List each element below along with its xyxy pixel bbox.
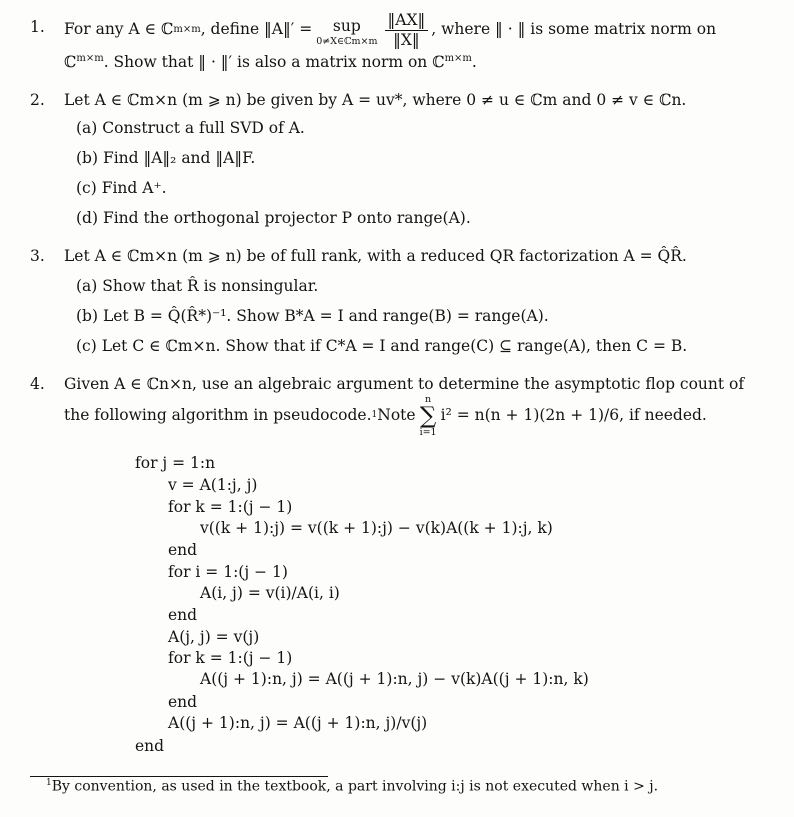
problem-number: 1. — [30, 18, 45, 36]
text-segment: For any A ∈ ℂ — [64, 20, 174, 39]
text-segment: . Show that ‖ · ‖′ is also a matrix norm on ℂ — [103, 53, 445, 72]
code-line: end — [135, 737, 165, 755]
footnote-rule — [30, 776, 328, 777]
code-line: for k = 1:(j − 1) — [168, 649, 293, 667]
sub-question: (d) Find the orthogonal projector P onto range(A). — [76, 209, 471, 227]
problem-number: 4. — [30, 375, 45, 393]
code-line: A(j, j) = v(j) — [168, 628, 260, 646]
code-line: for k = 1:(j − 1) — [168, 498, 293, 516]
sup-operator — [316, 13, 377, 47]
superscript: m×m — [444, 53, 472, 64]
sup-subscript: 0≠X∈ℂm×m — [316, 35, 378, 47]
problem-number: 3. — [30, 247, 45, 265]
sup-label: sup — [332, 17, 361, 36]
code-line: end — [168, 541, 198, 559]
problem-statement: Given A ∈ ℂn×n, use an algebraic argument to determine the asymptotic flop count of — [64, 375, 745, 393]
footnote — [46, 778, 658, 796]
sub-question: (c) Find A⁺. — [76, 179, 167, 197]
text-segment: Note — [377, 406, 416, 425]
code-line: v((k + 1):j) = v((k + 1):j) − v(k)A((k + 1):j, k) — [200, 519, 553, 537]
fraction-numerator: ‖AX‖ — [385, 12, 429, 30]
superscript: m×m — [76, 53, 104, 64]
code-line: A(i, j) = v(i)/A(i, i) — [200, 584, 340, 602]
text-segment: , where ‖ · ‖ is some matrix norm on — [431, 20, 717, 39]
problem-statement: Let A ∈ ℂm×n (m ⩾ n) be given by A = uv*, where 0 ≠ u ∈ ℂm and 0 ≠ v ∈ ℂn. — [64, 91, 687, 109]
text-segment: i² = n(n + 1)(2n + 1)/6, if needed. — [440, 406, 707, 425]
superscript: m×m — [173, 23, 201, 35]
sum-upper-limit: n — [425, 394, 432, 405]
problem-4-line-2 — [64, 394, 707, 438]
text-segment: the following algorithm in pseudocode. — [64, 406, 372, 425]
summation — [420, 395, 437, 437]
problem-1-line-1 — [64, 4, 716, 56]
code-line: v = A(1:j, j) — [168, 476, 258, 494]
footnote-text: By convention, as used in the textbook, a part involving i:j is not executed when i > j. — [51, 778, 659, 795]
code-line: end — [168, 693, 198, 711]
fraction-denominator: ‖X‖ — [393, 30, 420, 49]
problem-number: 2. — [30, 91, 45, 109]
sub-question: (b) Find ‖A‖₂ and ‖A‖F. — [76, 149, 256, 167]
sum-lower-limit: i=1 — [419, 426, 437, 438]
code-line: for i = 1:(j − 1) — [168, 563, 288, 581]
norm-fraction — [385, 12, 429, 48]
code-line: end — [168, 606, 198, 624]
text-segment: . — [471, 53, 477, 72]
text-segment: , define ‖A‖′ = — [200, 20, 313, 39]
code-line: A((j + 1):n, j) = A((j + 1):n, j) − v(k)A((j + 1):n, k) — [200, 670, 589, 688]
problem-1-line-2 — [64, 53, 477, 73]
text-segment: ℂ — [64, 53, 77, 72]
sigma-symbol: ∑ — [419, 402, 437, 429]
footnote-marker: 1 — [371, 410, 378, 421]
code-line: for j = 1:n — [135, 454, 216, 472]
footnote-marker: 1 — [46, 778, 52, 788]
code-line: A((j + 1):n, j) = A((j + 1):n, j)/v(j) — [168, 714, 428, 732]
sub-question: (b) Let B = Q̂(R̂*)⁻¹. Show B*A = I and range(B) = range(A). — [76, 307, 549, 325]
sub-question: (c) Let C ∈ ℂm×n. Show that if C*A = I and range(C) ⊆ range(A), then C = B. — [76, 337, 688, 355]
sub-question: (a) Construct a full SVD of A. — [76, 119, 305, 137]
sub-question: (a) Show that R̂ is nonsingular. — [76, 277, 319, 295]
problem-statement: Let A ∈ ℂm×n (m ⩾ n) be of full rank, with a reduced QR factorization A = Q̂R̂. — [64, 247, 687, 265]
